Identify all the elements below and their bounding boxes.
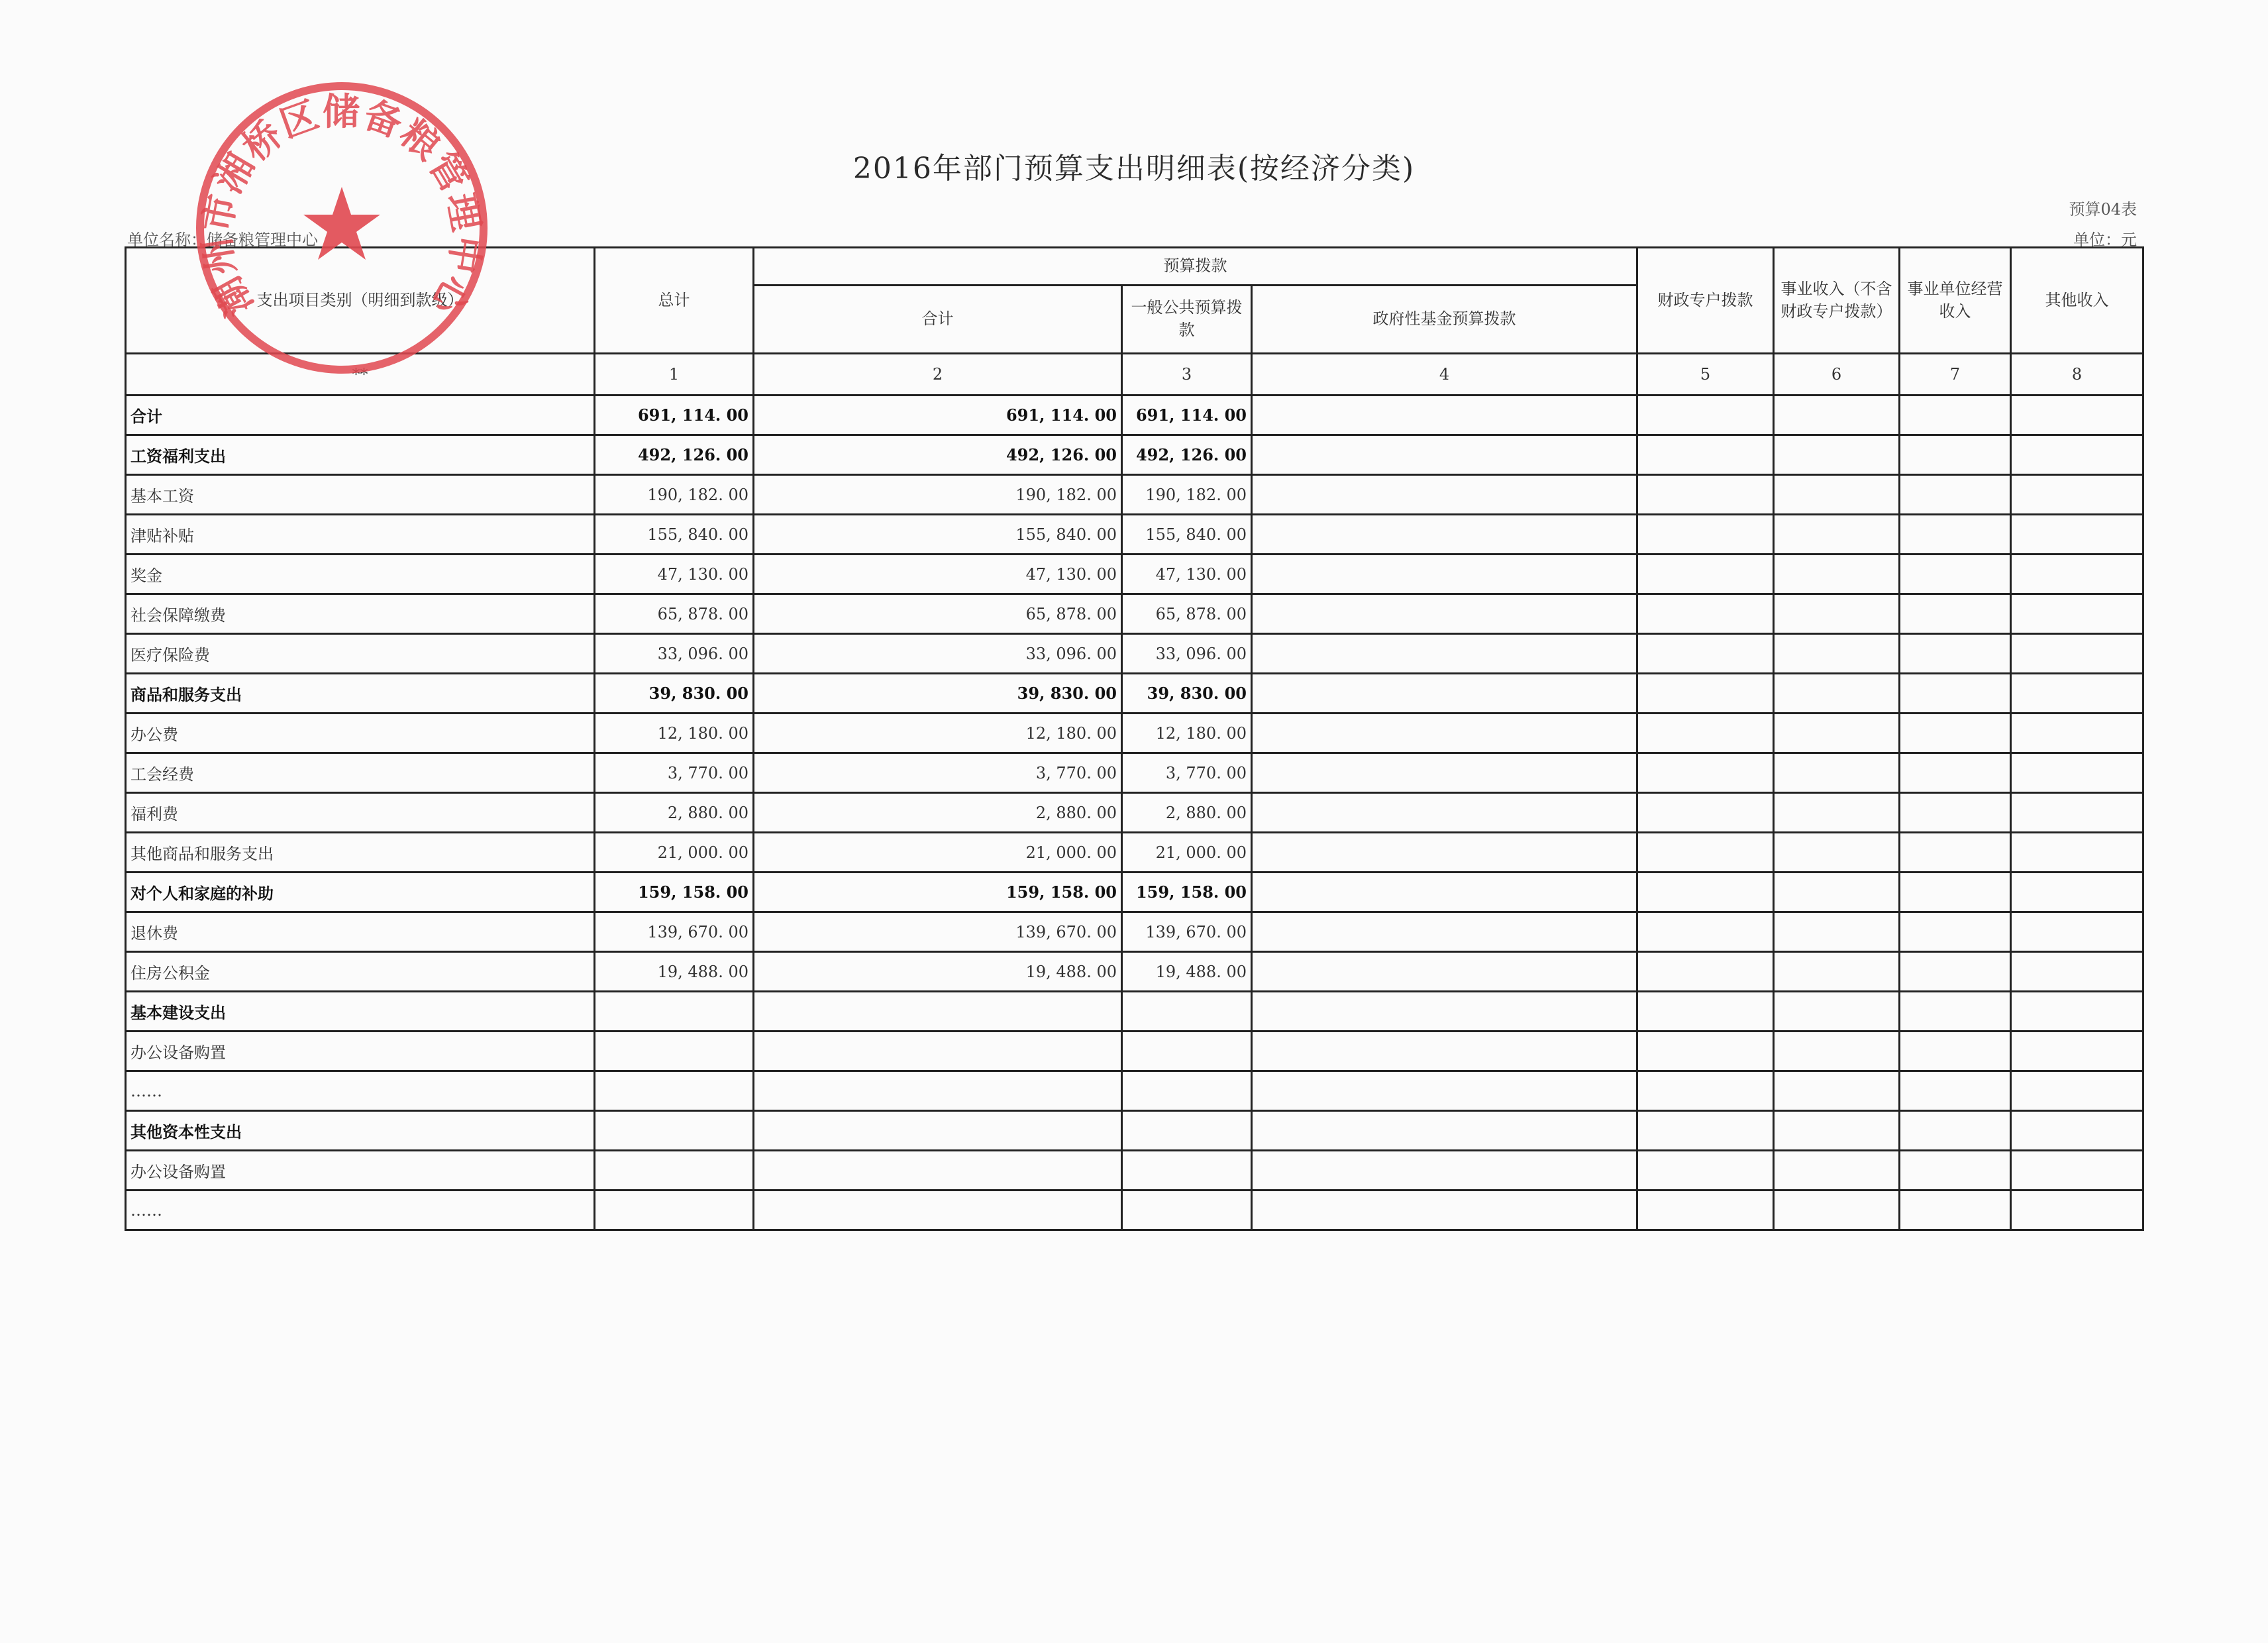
row-total: 2, 880. 00 <box>595 793 754 833</box>
row-general-budget: 190, 182. 00 <box>1122 475 1252 515</box>
header-fiscal-special: 财政专户拨款 <box>1637 248 1774 354</box>
empty-cell <box>1637 396 1774 435</box>
row-total: 139, 670. 00 <box>595 912 754 952</box>
row-general-budget <box>1122 992 1252 1032</box>
row-general-budget <box>1122 1151 1252 1191</box>
row-name: 福利费 <box>126 793 595 833</box>
empty-cell <box>2011 1191 2143 1230</box>
empty-cell <box>1637 515 1774 555</box>
empty-cell <box>1637 594 1774 634</box>
header-general-budget: 一般公共预算拨款 <box>1122 286 1252 354</box>
empty-cell <box>1774 912 1900 952</box>
row-subtotal: 39, 830. 00 <box>754 674 1122 714</box>
empty-cell <box>1637 1111 1774 1151</box>
empty-cell <box>1252 753 1637 793</box>
table-row <box>126 555 2143 594</box>
empty-cell <box>1637 912 1774 952</box>
empty-cell <box>1774 1032 1900 1071</box>
column-number: 4 <box>1252 354 1637 396</box>
row-subtotal: 139, 670. 00 <box>754 912 1122 952</box>
empty-cell <box>1774 992 1900 1032</box>
empty-cell <box>1774 714 1900 753</box>
empty-cell <box>1900 833 2011 873</box>
empty-cell <box>1252 1111 1637 1151</box>
empty-cell <box>2011 753 2143 793</box>
empty-cell <box>1252 594 1637 634</box>
row-total: 19, 488. 00 <box>595 952 754 992</box>
header-business-income: 事业收入（不含财政专户拨款） <box>1774 248 1900 354</box>
empty-cell <box>1900 396 2011 435</box>
empty-cell <box>1252 793 1637 833</box>
row-name: 住房公积金 <box>126 952 595 992</box>
empty-cell <box>1900 1071 2011 1111</box>
empty-cell <box>1774 1071 1900 1111</box>
empty-cell <box>2011 555 2143 594</box>
empty-cell <box>2011 714 2143 753</box>
row-total <box>595 992 754 1032</box>
empty-cell <box>2011 1111 2143 1151</box>
row-subtotal: 159, 158. 00 <box>754 873 1122 912</box>
empty-cell <box>1900 555 2011 594</box>
row-name: 合计 <box>126 396 595 435</box>
table-row <box>126 833 2143 873</box>
row-total <box>595 1032 754 1071</box>
empty-cell <box>1637 992 1774 1032</box>
budget-table <box>125 246 2144 1231</box>
column-number: 5 <box>1637 354 1774 396</box>
empty-cell <box>1900 594 2011 634</box>
table-row <box>126 475 2143 515</box>
row-general-budget: 159, 158. 00 <box>1122 873 1252 912</box>
empty-cell <box>1637 674 1774 714</box>
header-business-operating: 事业单位经营收入 <box>1900 248 2011 354</box>
row-total: 65, 878. 00 <box>595 594 754 634</box>
row-subtotal: 691, 114. 00 <box>754 396 1122 435</box>
header-subtotal: 合计 <box>754 286 1122 354</box>
empty-cell <box>1774 555 1900 594</box>
row-name: 对个人和家庭的补助 <box>126 873 595 912</box>
empty-cell <box>1637 833 1774 873</box>
empty-cell <box>2011 1071 2143 1111</box>
row-name: 办公设备购置 <box>126 1032 595 1071</box>
table-row <box>126 912 2143 952</box>
row-name: 工资福利支出 <box>126 435 595 475</box>
empty-cell <box>1900 1151 2011 1191</box>
empty-cell <box>1637 753 1774 793</box>
empty-cell <box>1252 435 1637 475</box>
table-row <box>126 714 2143 753</box>
empty-cell <box>1900 992 2011 1032</box>
official-seal-graphic <box>189 76 494 380</box>
column-number: 8 <box>2011 354 2143 396</box>
empty-cell <box>1774 594 1900 634</box>
row-name: …… <box>126 1191 595 1230</box>
empty-cell <box>1774 634 1900 674</box>
row-total: 39, 830. 00 <box>595 674 754 714</box>
column-number: 1 <box>595 354 754 396</box>
empty-cell <box>1637 634 1774 674</box>
empty-cell <box>1774 1111 1900 1151</box>
row-general-budget: 155, 840. 00 <box>1122 515 1252 555</box>
empty-cell <box>1774 396 1900 435</box>
row-subtotal: 3, 770. 00 <box>754 753 1122 793</box>
empty-cell <box>2011 634 2143 674</box>
row-subtotal: 65, 878. 00 <box>754 594 1122 634</box>
header-budget-group: 预算拨款 <box>754 248 1637 286</box>
table-row <box>126 674 2143 714</box>
row-general-budget <box>1122 1111 1252 1151</box>
row-subtotal <box>754 1191 1122 1230</box>
column-number: 2 <box>754 354 1122 396</box>
empty-cell <box>2011 515 2143 555</box>
empty-cell <box>1900 753 2011 793</box>
row-general-budget: 12, 180. 00 <box>1122 714 1252 753</box>
row-subtotal: 12, 180. 00 <box>754 714 1122 753</box>
empty-cell <box>1900 435 2011 475</box>
row-general-budget <box>1122 1191 1252 1230</box>
table-row <box>126 992 2143 1032</box>
row-name: 社会保障缴费 <box>126 594 595 634</box>
row-subtotal: 33, 096. 00 <box>754 634 1122 674</box>
empty-cell <box>1774 1151 1900 1191</box>
empty-cell <box>1252 674 1637 714</box>
header-gov-fund: 政府性基金预算拨款 <box>1252 286 1637 354</box>
row-total: 33, 096. 00 <box>595 634 754 674</box>
empty-cell <box>1252 1191 1637 1230</box>
row-name: 商品和服务支出 <box>126 674 595 714</box>
empty-cell <box>2011 873 2143 912</box>
column-number: ** <box>126 354 595 396</box>
row-total: 691, 114. 00 <box>595 396 754 435</box>
empty-cell <box>1774 1191 1900 1230</box>
empty-cell <box>1252 992 1637 1032</box>
row-name: 其他资本性支出 <box>126 1111 595 1151</box>
row-total: 47, 130. 00 <box>595 555 754 594</box>
empty-cell <box>1252 873 1637 912</box>
empty-cell <box>1774 952 1900 992</box>
empty-cell <box>1900 1191 2011 1230</box>
row-general-budget: 39, 830. 00 <box>1122 674 1252 714</box>
empty-cell <box>2011 1032 2143 1071</box>
table-row <box>126 952 2143 992</box>
row-general-budget: 65, 878. 00 <box>1122 594 1252 634</box>
empty-cell <box>1774 674 1900 714</box>
row-name: 办公设备购置 <box>126 1151 595 1191</box>
row-total <box>595 1191 754 1230</box>
row-name: 其他商品和服务支出 <box>126 833 595 873</box>
empty-cell <box>1900 912 2011 952</box>
column-number: 6 <box>1774 354 1900 396</box>
empty-cell <box>1900 1032 2011 1071</box>
empty-cell <box>1637 435 1774 475</box>
row-general-budget: 21, 000. 00 <box>1122 833 1252 873</box>
row-name: 医疗保险费 <box>126 634 595 674</box>
empty-cell <box>1637 1032 1774 1071</box>
empty-cell <box>1774 435 1900 475</box>
empty-cell <box>1637 555 1774 594</box>
empty-cell <box>1252 475 1637 515</box>
empty-cell <box>2011 912 2143 952</box>
row-subtotal <box>754 992 1122 1032</box>
row-subtotal: 2, 880. 00 <box>754 793 1122 833</box>
empty-cell <box>1252 952 1637 992</box>
empty-cell <box>2011 793 2143 833</box>
row-subtotal <box>754 1032 1122 1071</box>
table-row <box>126 1151 2143 1191</box>
empty-cell <box>1774 515 1900 555</box>
empty-cell <box>2011 435 2143 475</box>
row-general-budget: 139, 670. 00 <box>1122 912 1252 952</box>
row-name: 基本建设支出 <box>126 992 595 1032</box>
empty-cell <box>2011 475 2143 515</box>
svg-text:潮州市湘桥区储备粮管理中心: 潮州市湘桥区储备粮管理中心 <box>195 90 489 323</box>
empty-cell <box>1252 555 1637 594</box>
empty-cell <box>1900 952 2011 992</box>
row-general-budget: 33, 096. 00 <box>1122 634 1252 674</box>
empty-cell <box>1252 1151 1637 1191</box>
empty-cell <box>1900 714 2011 753</box>
empty-cell <box>2011 992 2143 1032</box>
empty-cell <box>1637 1071 1774 1111</box>
table-row <box>126 594 2143 634</box>
row-general-budget: 19, 488. 00 <box>1122 952 1252 992</box>
table-row <box>126 753 2143 793</box>
row-general-budget: 3, 770. 00 <box>1122 753 1252 793</box>
table-row <box>126 1111 2143 1151</box>
row-total <box>595 1111 754 1151</box>
empty-cell <box>2011 674 2143 714</box>
row-subtotal: 19, 488. 00 <box>754 952 1122 992</box>
empty-cell <box>1637 873 1774 912</box>
empty-cell <box>1900 475 2011 515</box>
empty-cell <box>1637 952 1774 992</box>
row-name: …… <box>126 1071 595 1111</box>
header-other-income: 其他收入 <box>2011 248 2143 354</box>
empty-cell <box>1252 912 1637 952</box>
row-total: 155, 840. 00 <box>595 515 754 555</box>
row-total <box>595 1071 754 1111</box>
empty-cell <box>2011 594 2143 634</box>
empty-cell <box>1900 873 2011 912</box>
empty-cell <box>1900 634 2011 674</box>
table-row <box>126 396 2143 435</box>
empty-cell <box>1252 396 1637 435</box>
empty-cell <box>1774 873 1900 912</box>
empty-cell <box>1637 793 1774 833</box>
row-total: 3, 770. 00 <box>595 753 754 793</box>
empty-cell <box>1252 634 1637 674</box>
empty-cell <box>2011 952 2143 992</box>
empty-cell <box>1252 833 1637 873</box>
row-name: 基本工资 <box>126 475 595 515</box>
row-general-budget: 691, 114. 00 <box>1122 396 1252 435</box>
empty-cell <box>1637 1191 1774 1230</box>
official-seal <box>189 76 494 380</box>
column-number: 7 <box>1900 354 2011 396</box>
unit-name-value: 储备粮管理中心 <box>207 231 318 249</box>
empty-cell <box>1900 793 2011 833</box>
empty-cell <box>1252 714 1637 753</box>
empty-cell <box>1252 1032 1637 1071</box>
row-total: 12, 180. 00 <box>595 714 754 753</box>
row-general-budget: 47, 130. 00 <box>1122 555 1252 594</box>
row-subtotal: 492, 126. 00 <box>754 435 1122 475</box>
table-row <box>126 634 2143 674</box>
table-row <box>126 515 2143 555</box>
empty-cell <box>1637 475 1774 515</box>
row-general-budget <box>1122 1032 1252 1071</box>
row-total: 492, 126. 00 <box>595 435 754 475</box>
row-name: 奖金 <box>126 555 595 594</box>
row-subtotal <box>754 1071 1122 1111</box>
table-row <box>126 1032 2143 1071</box>
empty-cell <box>1252 515 1637 555</box>
header-total: 总计 <box>595 248 754 354</box>
empty-cell <box>1900 1111 2011 1151</box>
row-subtotal <box>754 1111 1122 1151</box>
row-name: 退休费 <box>126 912 595 952</box>
table-row <box>126 1071 2143 1111</box>
header-category: 支出项目类别（明细到款级） <box>126 248 595 354</box>
table-row <box>126 793 2143 833</box>
row-total: 21, 000. 00 <box>595 833 754 873</box>
empty-cell <box>1900 674 2011 714</box>
row-total: 159, 158. 00 <box>595 873 754 912</box>
empty-cell <box>2011 396 2143 435</box>
empty-cell <box>2011 833 2143 873</box>
table-row <box>126 435 2143 475</box>
page-title: 2016年部门预算支出明细表(按经济分类) <box>852 152 1416 186</box>
row-name: 津贴补贴 <box>126 515 595 555</box>
row-total <box>595 1151 754 1191</box>
empty-cell <box>1774 833 1900 873</box>
row-subtotal: 190, 182. 00 <box>754 475 1122 515</box>
empty-cell <box>1637 714 1774 753</box>
empty-cell <box>2011 1151 2143 1191</box>
column-number: 3 <box>1122 354 1252 396</box>
empty-cell <box>1252 1071 1637 1111</box>
row-general-budget: 492, 126. 00 <box>1122 435 1252 475</box>
empty-cell <box>1774 753 1900 793</box>
row-general-budget: 2, 880. 00 <box>1122 793 1252 833</box>
table-row <box>126 1191 2143 1230</box>
row-subtotal: 155, 840. 00 <box>754 515 1122 555</box>
empty-cell <box>1774 793 1900 833</box>
empty-cell <box>1774 475 1900 515</box>
row-general-budget <box>1122 1071 1252 1111</box>
form-number: 预算04表 <box>2069 200 2137 219</box>
row-subtotal: 47, 130. 00 <box>754 555 1122 594</box>
row-subtotal <box>754 1151 1122 1191</box>
empty-cell <box>1637 1151 1774 1191</box>
row-total: 190, 182. 00 <box>595 475 754 515</box>
row-subtotal: 21, 000. 00 <box>754 833 1122 873</box>
unit-name-label: 单位名称： <box>127 231 207 249</box>
row-name: 工会经费 <box>126 753 595 793</box>
empty-cell <box>1900 515 2011 555</box>
table-row <box>126 873 2143 912</box>
row-name: 办公费 <box>126 714 595 753</box>
budget-rows <box>126 396 2143 1230</box>
currency-unit: 单位：元 <box>2073 231 2137 249</box>
